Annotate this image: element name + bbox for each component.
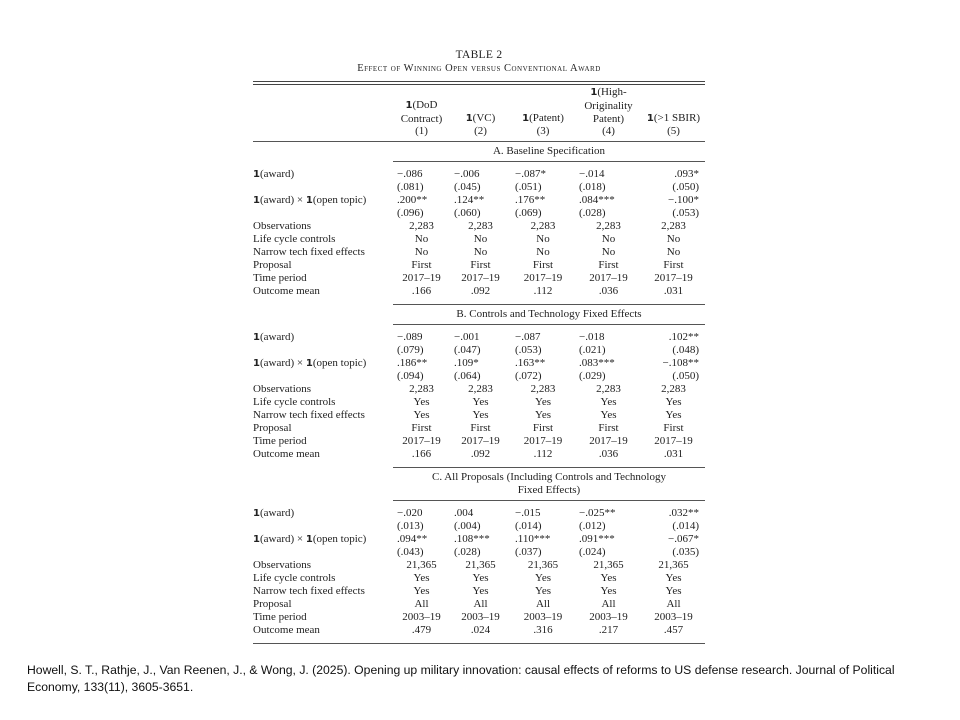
panel-title-line: C. All Proposals (Including Controls and Technology [432,471,666,484]
table-cell: (.004) [454,520,481,533]
table-cell: 2003–19 [461,611,500,624]
table-cell: Yes [413,396,430,409]
table-cell: Yes [534,396,551,409]
table-cell: (.028) [454,546,481,559]
column-header-text: (VC) [472,111,496,124]
table-row [253,611,705,624]
row-label-text: (open topic) [312,357,367,370]
table-row [253,546,705,559]
column-header-1 [393,99,450,138]
table-cell: (.053) [515,344,542,357]
table-row [253,168,705,181]
table-cell: .112 [533,285,553,298]
table-cell: First [663,259,684,272]
panel-a [253,142,705,305]
table-cell: No [414,246,429,259]
table-cell: −.006 [454,168,480,181]
table-cell: .112 [533,448,553,461]
table-cell: (.045) [454,181,481,194]
row-label [253,357,393,370]
table-cell: (.081) [397,181,424,194]
table-cell: .479 [411,624,432,637]
table-cell: .166 [411,285,432,298]
table-cell: First [663,422,684,435]
table-cell: 2,283 [530,220,556,233]
table-cell: 2017–19 [402,272,441,285]
table-cell: 21,365 [658,559,689,572]
column-number: (3) [536,125,550,138]
table-cell: −.020 [397,507,423,520]
row-label-text: (award) [259,168,295,181]
table-cell: (.048) [672,344,699,357]
table-cell: Yes [472,585,489,598]
row-label [253,507,393,520]
table-cell: No [601,246,616,259]
table-cell: 2,283 [661,383,686,396]
table-cell: Yes [665,396,682,409]
table-row [253,624,705,637]
table-cell: (.060) [454,207,481,220]
table-row [253,435,705,448]
table-row [253,272,705,285]
table-number: TABLE 2 [455,49,503,61]
row-label [253,370,393,383]
table-cell: No [473,246,488,259]
table-cell: (.035) [672,546,699,559]
column-headers [253,85,705,141]
table-title: Effect of Winning Open versus Conventional Award [357,63,601,74]
table-cell: 2017–19 [402,435,441,448]
table-cell: First [532,259,554,272]
indicator-symbol: 1 [253,332,260,344]
table-cell: First [470,422,491,435]
table-cell: No [601,233,616,246]
column-header-text: Contract) [400,112,443,125]
table-cell: Yes [413,572,430,585]
table-cell: First [532,422,554,435]
column-header-text: Originality [584,99,633,112]
table-cell: 2017–19 [589,435,628,448]
table-row [253,572,705,585]
table-cell: (.051) [515,181,542,194]
row-label: Observations [253,559,312,572]
table-cell: First [411,422,432,435]
table-cell: 2017–19 [461,435,500,448]
row-label: Narrow tech fixed effects [253,585,365,598]
row-label [253,520,393,533]
column-number: (5) [667,125,680,138]
row-label [253,194,393,207]
table-cell: 21,365 [527,559,559,572]
table-cell: .110*** [515,533,551,546]
table-cell: (.014) [672,520,699,533]
table-cell: .036 [598,448,619,461]
indicator-symbol: 1 [522,112,530,124]
table-cell: (.028) [579,207,606,220]
table-cell: (.029) [579,370,606,383]
table-row [253,520,705,533]
indicator-symbol: 1 [305,534,313,546]
table-cell: .166 [411,448,432,461]
column-header-text: (>1 SBIR) [653,111,701,124]
table-cell: .176** [515,194,546,207]
table-cell: 21,365 [593,559,624,572]
table-cell: All [535,598,551,611]
column-header-2 [450,112,511,139]
table-cell: Yes [600,585,617,598]
table-cell: .094** [397,533,428,546]
indicator-symbol: 1 [590,87,598,98]
table-cell: −.001 [454,331,480,344]
table-cell: (.096) [397,207,424,220]
row-label-text: (award) [259,507,295,520]
table-cell: Yes [665,409,682,422]
indicator-symbol: 1 [253,358,260,370]
table-cell: Yes [534,572,551,585]
table-cell: 2003–19 [402,611,441,624]
table-cell: Yes [413,409,430,422]
table-bottom-rule [253,643,705,644]
table-cell: (.094) [397,370,424,383]
table-cell: (.014) [515,520,542,533]
table-row [253,194,705,207]
table-cell: .083*** [579,357,615,370]
row-label: Proposal [253,598,292,611]
row-label: Observations [253,383,312,396]
table-cell: −.015 [515,507,541,520]
table-cell: .108*** [454,533,490,546]
table-cell: 2003–19 [654,611,693,624]
table-row [253,344,705,357]
table-cell: −.014 [579,168,605,181]
row-label: Outcome mean [253,624,320,637]
row-label-text: (award) × [259,357,306,370]
indicator-symbol: 1 [253,169,260,181]
table-row [253,585,705,598]
table-cell: .093* [674,168,699,181]
table-cell: 2,283 [661,220,686,233]
table-row [253,357,705,370]
table-cell: Yes [413,585,430,598]
table-row [253,396,705,409]
indicator-symbol: 1 [305,358,313,370]
table-cell: .024 [470,624,491,637]
row-label: Outcome mean [253,448,320,461]
table-cell: All [601,598,616,611]
table-cell: Yes [534,409,551,422]
table-cell: (.013) [397,520,424,533]
table-cell: 2,283 [596,220,621,233]
table-row [253,220,705,233]
table-cell: .186** [397,357,428,370]
row-label: Life cycle controls [253,396,336,409]
table-cell: −.100* [668,194,699,207]
table-cell: 2,283 [409,383,434,396]
table-cell: .092 [470,448,491,461]
table-row [253,422,705,435]
table-cell: .031 [663,448,684,461]
indicator-symbol: 1 [465,112,473,124]
column-header-3 [511,112,575,139]
table-cell: All [666,598,681,611]
row-label-text: (open topic) [312,533,367,546]
table-cell: 2017–19 [523,272,563,285]
table-cell: (.047) [454,344,481,357]
table-cell: −.108** [662,357,699,370]
table-cell: First [470,259,491,272]
row-label-text: (open topic) [312,194,367,207]
table-row [253,559,705,572]
row-label: Observations [253,220,312,233]
table-cell: −.087 [515,331,541,344]
row-label: Time period [253,611,307,624]
row-label-text: (award) × [259,533,306,546]
table-cell: (.050) [672,370,699,383]
panel-title: A. Baseline Specification [492,145,606,158]
row-label [253,181,393,194]
panel-title [393,468,705,500]
table-cell: No [666,246,681,259]
table-cell: 2,283 [409,220,434,233]
table-cell: −.087* [515,168,546,181]
table-cell: Yes [600,409,617,422]
table-row [253,246,705,259]
table-cell: .102** [668,331,699,344]
table-cell: (.018) [579,181,606,194]
row-label [253,207,393,220]
regression-table [253,49,705,644]
table-cell: Yes [534,585,551,598]
table-cell: (.064) [454,370,481,383]
table-cell: (.012) [579,520,606,533]
panel-title: B. Controls and Technology Fixed Effects [456,308,642,321]
row-label [253,533,393,546]
table-cell: 2,283 [530,383,556,396]
table-cell: (.053) [672,207,699,220]
row-label [253,344,393,357]
table-cell: Yes [665,585,682,598]
table-cell: .031 [663,285,684,298]
table-cell: (.021) [579,344,606,357]
table-cell: 2017–19 [589,272,628,285]
row-label: Time period [253,435,307,448]
table-cell: 2,283 [596,383,621,396]
panel-title-line: Fixed Effects) [517,484,581,497]
table-cell: Yes [665,572,682,585]
table-cell: 2017–19 [461,272,500,285]
table-cell: .004 [454,507,474,520]
table-cell: (.043) [397,546,424,559]
table-cell: −.025** [579,507,616,520]
table-cell: .109* [454,357,479,370]
table-cell: −.067* [668,533,699,546]
column-header-text: (DoD [412,98,438,111]
table-cell: .457 [663,624,684,637]
row-label: Proposal [253,422,292,435]
table-cell: No [666,233,681,246]
table-row [253,259,705,272]
table-cell: .032** [668,507,699,520]
indicator-symbol: 1 [646,112,654,124]
indicator-symbol: 1 [253,534,260,546]
table-cell: First [598,422,619,435]
table-row [253,533,705,546]
column-header-5 [642,112,705,139]
table-cell: .084*** [579,194,615,207]
row-label: Narrow tech fixed effects [253,246,365,259]
table-cell: (.037) [515,546,542,559]
table-row [253,207,705,220]
table-cell: No [414,233,429,246]
column-header-text: Patent) [592,112,625,125]
indicator-symbol: 1 [253,195,260,207]
table-cell: .092 [470,285,491,298]
table-cell: 2017–19 [654,272,693,285]
table-cell: −.018 [579,331,605,344]
column-number: (1) [415,125,428,138]
row-label-text: (award) [259,331,295,344]
row-label: Life cycle controls [253,233,336,246]
row-label [253,546,393,559]
indicator-symbol: 1 [253,508,260,520]
table-cell: 2017–19 [654,435,693,448]
panel-c [253,468,705,644]
table-cell: −.089 [397,331,423,344]
row-label: Narrow tech fixed effects [253,409,365,422]
table-row [253,409,705,422]
citation: Howell, S. T., Rathje, J., Van Reenen, J., & Wong, J. (2025). Opening up military innovation: causal effects of reforms to US defense research. Journal of Political Economy, 133(11), 3605-3651. [27,663,895,694]
table-row [253,331,705,344]
table-cell: .091*** [579,533,615,546]
table-cell: −.086 [397,168,423,181]
table-cell: Yes [472,396,489,409]
table-cell: (.024) [579,546,606,559]
table-cell: First [411,259,432,272]
table-cell: Yes [472,572,489,585]
row-label: Outcome mean [253,285,320,298]
table-cell: .200** [397,194,428,207]
row-label [253,331,393,344]
table-row [253,285,705,298]
table-cell: (.050) [672,181,699,194]
table-row [253,383,705,396]
row-label: Life cycle controls [253,572,336,585]
table-cell: No [536,233,550,246]
table-row [253,181,705,194]
table-cell: 21,365 [406,559,437,572]
table-cell: 2003–19 [589,611,628,624]
table-row [253,370,705,383]
indicator-symbol: 1 [405,99,413,111]
table-cell: .217 [598,624,619,637]
column-header-text: (High- [597,86,627,98]
column-number: (2) [474,125,487,138]
table-cell: 2017–19 [523,435,563,448]
table-cell: Yes [600,396,617,409]
column-header-text: (Patent) [529,111,564,124]
row-label: Proposal [253,259,292,272]
table-cell: First [598,259,619,272]
table-cell: (.069) [515,207,542,220]
panel-b [253,305,705,468]
table-cell: Yes [472,409,489,422]
table-cell: All [473,598,488,611]
table-cell: 2,283 [468,383,493,396]
table-cell: 21,365 [465,559,496,572]
table-cell: No [536,246,550,259]
table-row [253,507,705,520]
table-cell: No [473,233,488,246]
table-body [253,142,705,644]
table-cell: Yes [600,572,617,585]
table-cell: 2003–19 [523,611,563,624]
column-header-4 [575,86,642,138]
table-cell: 2,283 [468,220,493,233]
table-cell: .036 [598,285,619,298]
table-row [253,448,705,461]
row-label [253,168,393,181]
indicator-symbol: 1 [305,195,313,207]
table-cell: .163** [515,357,546,370]
table-cell: .124** [454,194,485,207]
table-cell: .316 [533,624,553,637]
table-cell: (.079) [397,344,424,357]
table-cell: (.072) [515,370,542,383]
table-row [253,233,705,246]
column-number: (4) [602,125,615,138]
row-label-text: (award) × [259,194,306,207]
row-label: Time period [253,272,307,285]
table-cell: All [414,598,429,611]
table-row [253,598,705,611]
